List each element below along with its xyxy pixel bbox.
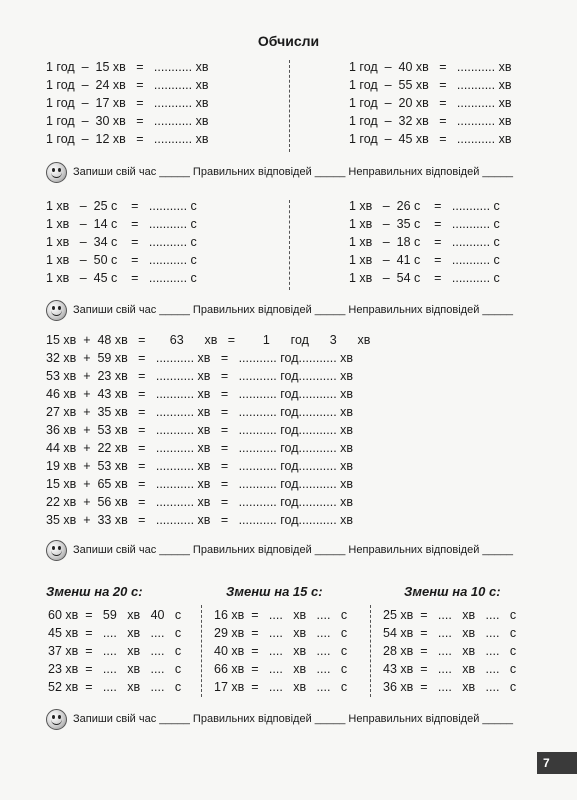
exercise-line: 66 хв = .... хв .... с (214, 662, 348, 676)
page-title: Обчисли (257, 33, 320, 49)
exercise-line: 28 хв = .... хв .... с (383, 644, 517, 658)
exercise-line: 46 хв + 43 хв = ........... хв = ........... год........... хв (46, 387, 354, 401)
exercise-line: 1 год – 32 хв = ........... хв (349, 114, 512, 128)
exercise-line: 53 хв + 23 хв = ........... хв = ........... год........... хв (46, 369, 354, 383)
exercise-line: 1 хв – 26 с = ........... с (349, 199, 500, 213)
exercise-line: 1 год – 24 хв = ........... хв (46, 78, 209, 92)
exercise-line: 1 хв – 54 с = ........... с (349, 271, 500, 285)
column-divider (201, 605, 202, 697)
smiley-face-icon (46, 709, 67, 730)
exercise-line: 1 год – 20 хв = ........... хв (349, 96, 512, 110)
exercise-line: 23 хв = .... хв .... с (48, 662, 182, 676)
record-text: Запиши свій час _____ Правильних відповідей _____ Неправильних відповідей _____ (73, 713, 513, 725)
column-heading: Зменш на 10 с: (404, 584, 501, 599)
exercise-line: 19 хв + 53 хв = ........... хв = ........... год........... хв (46, 459, 354, 473)
exercise-line: 1 год – 45 хв = ........... хв (349, 132, 512, 146)
exercise-line: 1 хв – 45 с = ........... с (46, 271, 197, 285)
record-time-line (46, 539, 513, 561)
exercise-line: 22 хв + 56 хв = ........... хв = ........... год........... хв (46, 495, 354, 509)
column-divider (289, 200, 290, 290)
record-time-line (46, 708, 513, 730)
smiley-face-icon (46, 162, 67, 183)
exercise-line: 36 хв + 53 хв = ........... хв = ........... год........... хв (46, 423, 354, 437)
exercise-line: 1 год – 30 хв = ........... хв (46, 114, 209, 128)
column-divider (370, 605, 371, 697)
record-text: Запиши свій час _____ Правильних відповідей _____ Неправильних відповідей _____ (73, 544, 513, 556)
exercise-line: 43 хв = .... хв .... с (383, 662, 517, 676)
exercise-line: 1 год – 40 хв = ........... хв (349, 60, 512, 74)
smiley-face-icon (46, 540, 67, 561)
smiley-face-icon (46, 300, 67, 321)
exercise-line: 15 хв + 48 хв = 63 хв = 1 год 3 хв (46, 333, 371, 347)
exercise-line: 1 хв – 35 с = ........... с (349, 217, 500, 231)
page-number: 7 (537, 752, 577, 774)
exercise-line: 45 хв = .... хв .... с (48, 626, 182, 640)
exercise-line: 1 хв – 41 с = ........... с (349, 253, 500, 267)
exercise-line: 35 хв + 33 хв = ........... хв = ........... год........... хв (46, 513, 354, 527)
exercise-line: 1 год – 55 хв = ........... хв (349, 78, 512, 92)
exercise-line: 15 хв + 65 хв = ........... хв = ........... год........... хв (46, 477, 354, 491)
exercise-line: 1 хв – 34 с = ........... с (46, 235, 197, 249)
record-text: Запиши свій час _____ Правильних відповідей _____ Неправильних відповідей _____ (73, 304, 513, 316)
exercise-line: 54 хв = .... хв .... с (383, 626, 517, 640)
record-text: Запиши свій час _____ Правильних відповідей _____ Неправильних відповідей _____ (73, 166, 513, 178)
exercise-line: 1 хв – 25 с = ........... с (46, 199, 197, 213)
exercise-line: 29 хв = .... хв .... с (214, 626, 348, 640)
record-time-line (46, 161, 513, 183)
exercise-line: 40 хв = .... хв .... с (214, 644, 348, 658)
exercise-line: 1 год – 17 хв = ........... хв (46, 96, 209, 110)
exercise-line: 32 хв + 59 хв = ........... хв = ........... год........... хв (46, 351, 354, 365)
exercise-line: 52 хв = .... хв .... с (48, 680, 182, 694)
exercise-line: 1 год – 15 хв = ........... хв (46, 60, 209, 74)
exercise-line: 44 хв + 22 хв = ........... хв = ........... год........... хв (46, 441, 354, 455)
column-heading: Зменш на 20 с: (46, 584, 143, 599)
exercise-line: 36 хв = .... хв .... с (383, 680, 517, 694)
exercise-line: 1 год – 12 хв = ........... хв (46, 132, 209, 146)
exercise-line: 27 хв + 35 хв = ........... хв = ........... год........... хв (46, 405, 354, 419)
exercise-line: 17 хв = .... хв .... с (214, 680, 348, 694)
exercise-line: 1 хв – 50 с = ........... с (46, 253, 197, 267)
exercise-line: 25 хв = .... хв .... с (383, 608, 517, 622)
exercise-line: 16 хв = .... хв .... с (214, 608, 348, 622)
column-divider (289, 60, 290, 152)
record-time-line (46, 299, 513, 321)
column-heading: Зменш на 15 с: (226, 584, 323, 599)
exercise-line: 1 хв – 18 с = ........... с (349, 235, 500, 249)
exercise-line: 37 хв = .... хв .... с (48, 644, 182, 658)
exercise-line: 60 хв = 59 хв 40 с (48, 608, 182, 622)
exercise-line: 1 хв – 14 с = ........... с (46, 217, 197, 231)
